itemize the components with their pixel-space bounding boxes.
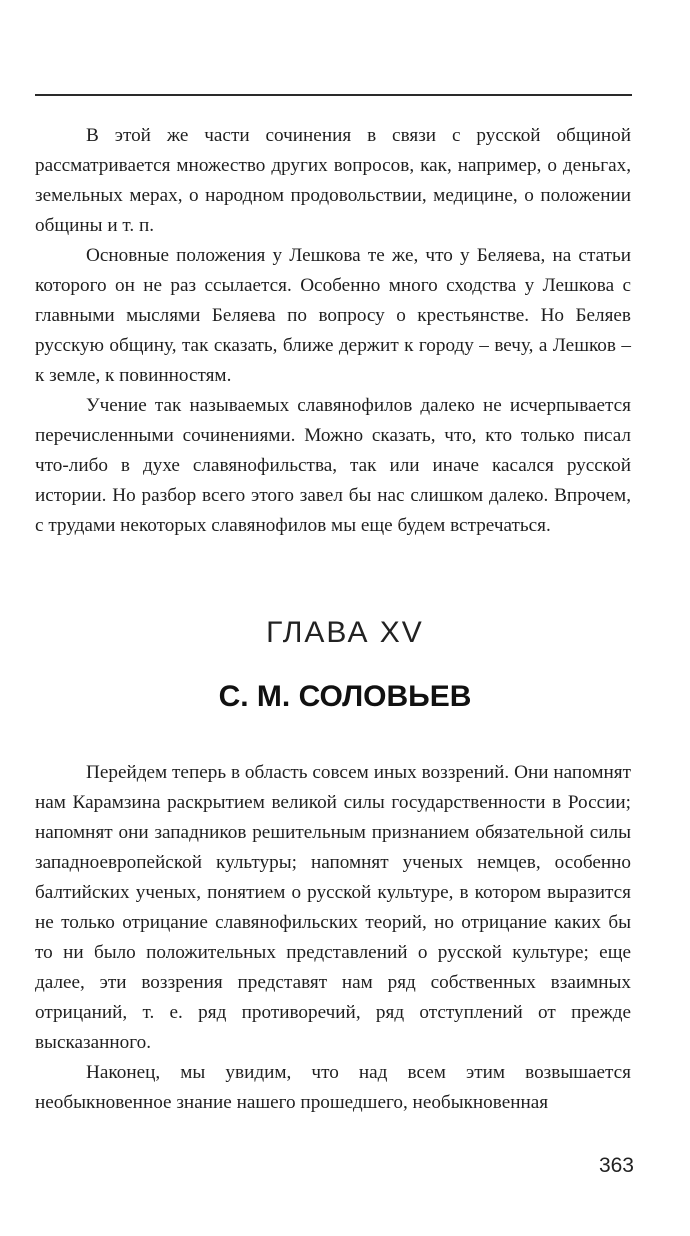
chapter-number-heading: ГЛАВА XV — [266, 616, 424, 649]
paragraph: Основные положения у Лешкова те же, что у Беляева, на статьи которого он не раз ссылается. Особенно много сходства у Лешкова с главными мыслями Беляева по вопросу о крестьянстве. Но Беляев русскую общину, так сказать, ближе держит к городу – вечу, а Лешков – к земле, к повинностям. — [35, 245, 631, 386]
paragraph: Наконец, мы увидим, что над всем этим возвышается необыкновенное знание нашего прошедшего, необыкновенная — [35, 1062, 631, 1113]
paragraph: В этой же части сочинения в связи с русской общиной рассматривается множество других вопросов, как, например, о деньгах, земельных мерах, о народном продовольствии, медицине, о положении общины и т. п. — [35, 125, 631, 236]
chapter-body-text — [35, 758, 631, 1118]
paragraph: Перейдем теперь в область совсем иных воззрений. Они напомнят нам Карамзина раскрытием великой силы государственности в России; напомнят они западников решительным признанием обязательной силы западноевропейской культуры; напомнят ученых немцев, особенно балтийских ученых, понятием о русской культуре, в котором выразится не только отрицание славянофильских теорий, но отрицание каких бы то ни было положительных представлений о русской культуре; еще далее, эти воззрения представят нам ряд собственных взаимных отрицаний, т. е. ряд противоречий, ряд отступлений от прежде высказанного. — [35, 762, 631, 1053]
chapter-title: С. М. СОЛОВЬЕВ — [218, 680, 472, 713]
page-number: 363 — [598, 1154, 634, 1177]
paragraph: Учение так называемых славянофилов далеко не исчерпывается перечисленными сочинениями. Можно сказать, что, кто только писал что-либо в духе славянофильства, так или иначе касался русской истории. Но разбор всего этого завел бы нас слишком далеко. Впрочем, с трудами некоторых славянофилов мы еще будем встречаться. — [35, 395, 631, 536]
preceding-section-text — [35, 121, 631, 541]
top-rule — [35, 94, 632, 96]
